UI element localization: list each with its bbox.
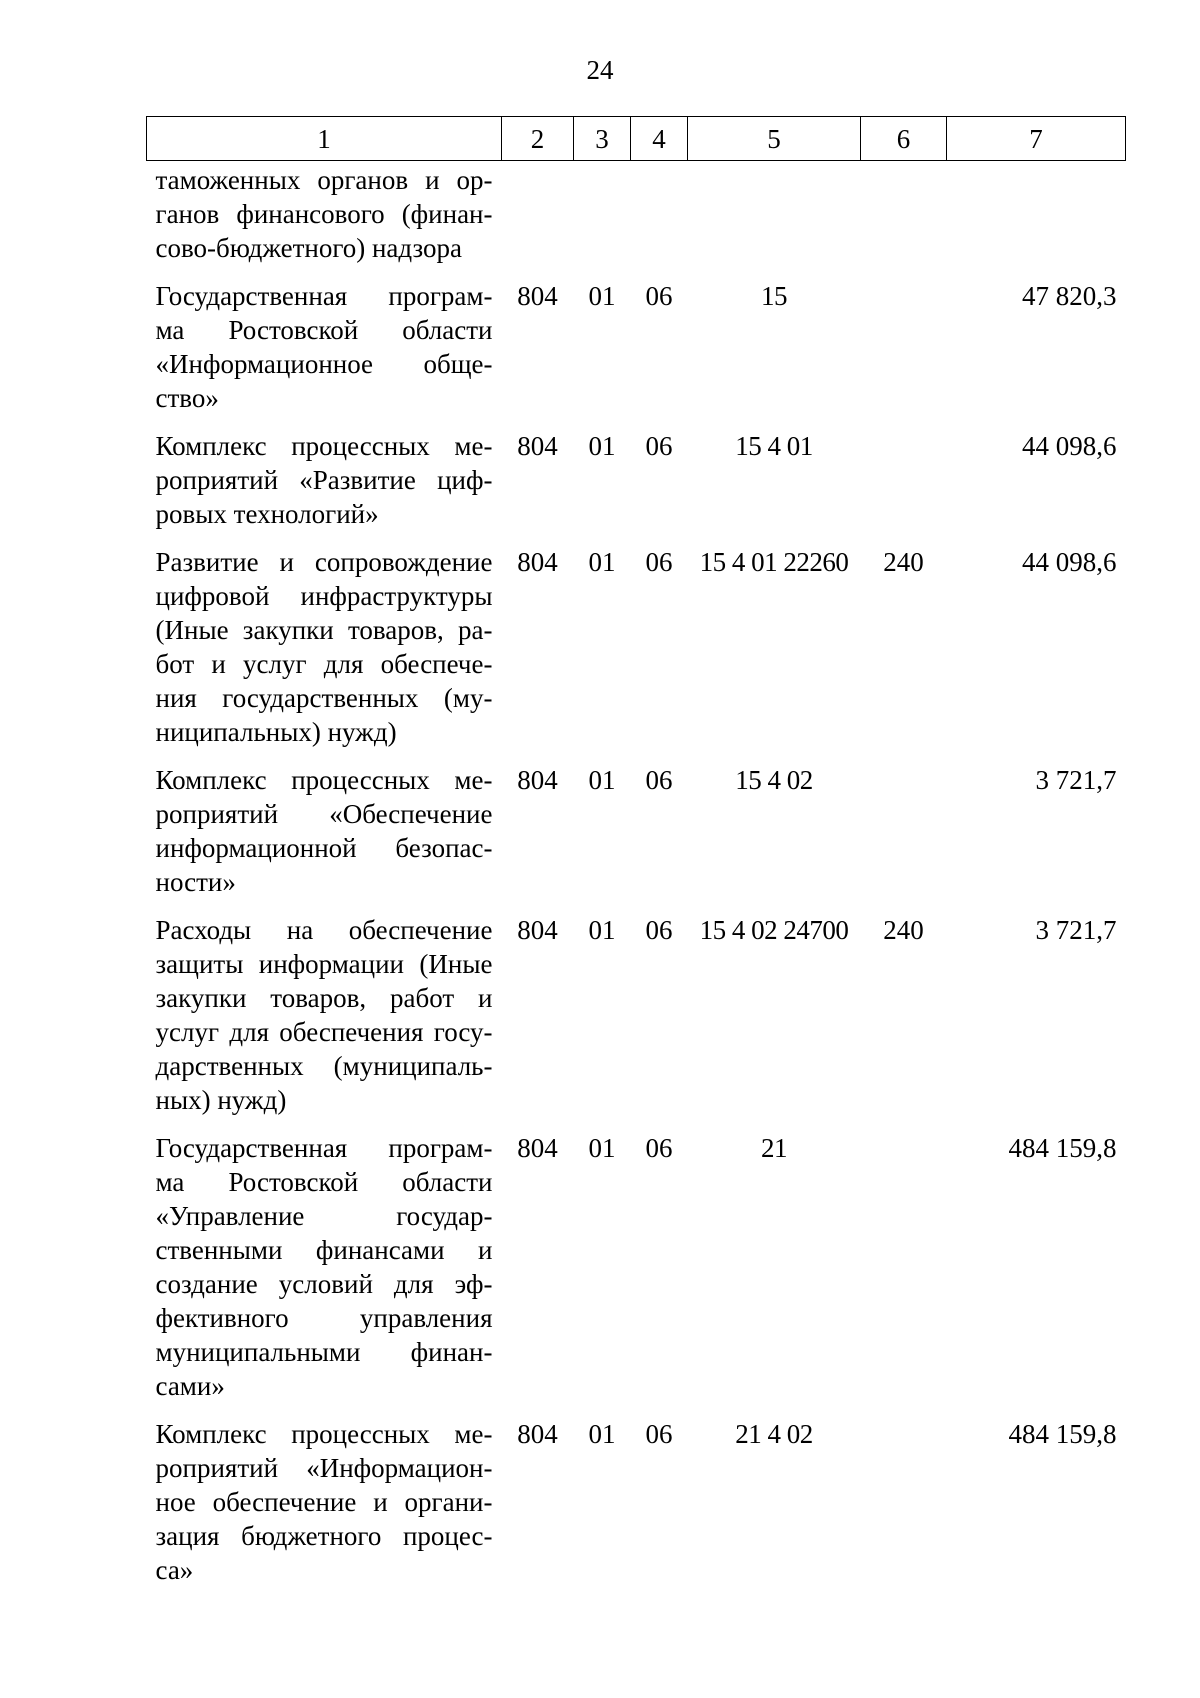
section-code-cell: 01 bbox=[588, 1133, 616, 1163]
item-name-line: роприятий «Развитие циф- bbox=[155, 465, 493, 495]
subsection-code-cell: 06 bbox=[645, 281, 673, 311]
expense-type-cell bbox=[861, 1417, 947, 1601]
item-name-line: муниципальными финан- bbox=[155, 1337, 493, 1367]
item-name-line: бот и услуг для обеспече- bbox=[155, 649, 493, 679]
subsection-code-cell: 06 bbox=[645, 1419, 673, 1449]
item-name-line: «Информационное обще- bbox=[155, 349, 493, 379]
item-name-cell bbox=[147, 429, 502, 545]
budget-table bbox=[146, 116, 1126, 1601]
expense-type-cell bbox=[861, 1131, 947, 1417]
item-name-line: создание условий для эф- bbox=[155, 1269, 493, 1299]
ministry-code-cell: 804 bbox=[517, 431, 558, 461]
target-item-cell: 21 bbox=[761, 1133, 787, 1163]
amount-cell: 484 159,8 bbox=[1008, 1419, 1117, 1449]
table-row bbox=[147, 1417, 1126, 1601]
amount-cell: 47 820,3 bbox=[1022, 281, 1117, 311]
item-name-line: (Иные закупки товаров, ра- bbox=[155, 615, 493, 645]
expense-type-cell: 240 bbox=[883, 547, 924, 577]
item-name-line: зация бюджетного процес- bbox=[155, 1521, 493, 1551]
item-name-line: Комплекс процессных ме- bbox=[155, 431, 493, 461]
section-code-cell: 01 bbox=[588, 915, 616, 945]
section-code-cell: 01 bbox=[588, 765, 616, 795]
item-name-line: цифровой инфраструктуры bbox=[155, 581, 493, 611]
item-name-line: сами» bbox=[155, 1371, 225, 1401]
ministry-code-cell: 804 bbox=[517, 915, 558, 945]
ministry-code-cell: 804 bbox=[517, 1419, 558, 1449]
item-name-line: закупки товаров, работ и bbox=[155, 983, 493, 1013]
target-item-cell bbox=[688, 161, 861, 280]
expense-type-cell bbox=[861, 279, 947, 429]
item-name-line: ма Ростовской области bbox=[155, 315, 493, 345]
item-name-line: ма Ростовской области bbox=[155, 1167, 493, 1197]
amount-cell: 44 098,6 bbox=[1022, 547, 1117, 577]
subsection-code-cell: 06 bbox=[645, 1133, 673, 1163]
amount-cell: 3 721,7 bbox=[1035, 915, 1117, 945]
header-col-2: 2 bbox=[502, 117, 574, 161]
ministry-code-cell bbox=[502, 161, 574, 280]
item-name-line: Расходы на обеспечение bbox=[155, 915, 493, 945]
item-name-line: информационной безопас- bbox=[155, 833, 493, 863]
item-name-line: Комплекс процессных ме- bbox=[155, 765, 493, 795]
item-name-line: Развитие и сопровождение bbox=[155, 547, 493, 577]
amount-cell: 44 098,6 bbox=[1022, 431, 1117, 461]
item-name-line: ство» bbox=[155, 383, 219, 413]
header-col-7: 7 bbox=[947, 117, 1126, 161]
target-item-cell: 15 4 02 24700 bbox=[699, 915, 849, 945]
table-row bbox=[147, 1131, 1126, 1417]
section-code-cell: 01 bbox=[588, 1419, 616, 1449]
item-name-line: Государственная програм- bbox=[155, 281, 493, 311]
item-name-cell bbox=[147, 545, 502, 763]
item-name-line: са» bbox=[155, 1555, 194, 1585]
header-col-1: 1 bbox=[147, 117, 502, 161]
item-name-cell bbox=[147, 161, 502, 280]
subsection-code-cell: 06 bbox=[645, 915, 673, 945]
item-name-line: Государственная програм- bbox=[155, 1133, 493, 1163]
item-name-line: ных) нужд) bbox=[155, 1085, 287, 1115]
header-col-4: 4 bbox=[631, 117, 688, 161]
subsection-code-cell: 06 bbox=[645, 431, 673, 461]
table-header bbox=[147, 117, 1126, 161]
item-name-cell bbox=[147, 763, 502, 913]
table-row bbox=[147, 545, 1126, 763]
item-name-line: Комплекс процессных ме- bbox=[155, 1419, 493, 1449]
item-name-line: ниципальных) нужд) bbox=[155, 717, 397, 747]
item-name-line: фективного управления bbox=[155, 1303, 493, 1333]
expense-type-cell bbox=[861, 429, 947, 545]
section-code-cell: 01 bbox=[588, 547, 616, 577]
item-name-line: таможенных органов и ор- bbox=[155, 165, 493, 195]
header-col-5: 5 bbox=[688, 117, 861, 161]
target-item-cell: 15 4 01 22260 bbox=[699, 547, 849, 577]
item-name-line: ганов финансового (финан- bbox=[155, 199, 493, 229]
item-name-line: ровых технологий» bbox=[155, 499, 379, 529]
table-row bbox=[147, 763, 1126, 913]
expense-type-cell: 240 bbox=[883, 915, 924, 945]
amount-cell bbox=[947, 161, 1126, 280]
ministry-code-cell: 804 bbox=[517, 765, 558, 795]
header-col-6: 6 bbox=[861, 117, 947, 161]
expense-type-cell bbox=[861, 763, 947, 913]
expense-type-cell bbox=[861, 161, 947, 280]
item-name-line: дарственных (муниципаль- bbox=[155, 1051, 493, 1081]
header-col-3: 3 bbox=[574, 117, 631, 161]
item-name-cell bbox=[147, 913, 502, 1131]
amount-cell: 3 721,7 bbox=[1035, 765, 1117, 795]
section-code-cell: 01 bbox=[588, 431, 616, 461]
ministry-code-cell: 804 bbox=[517, 1133, 558, 1163]
page-number: 24 bbox=[586, 55, 614, 85]
item-name-line: ное обеспечение и органи- bbox=[155, 1487, 493, 1517]
target-item-cell: 15 4 02 bbox=[735, 765, 813, 795]
table-row bbox=[147, 913, 1126, 1131]
target-item-cell: 21 4 02 bbox=[735, 1419, 813, 1449]
item-name-cell bbox=[147, 1131, 502, 1417]
target-item-cell: 15 bbox=[761, 281, 787, 311]
item-name-line: роприятий «Обеспечение bbox=[155, 799, 493, 829]
item-name-cell bbox=[147, 1417, 502, 1601]
item-name-line: сово-бюджетного) надзора bbox=[155, 233, 462, 263]
item-name-line: ности» bbox=[155, 867, 236, 897]
subsection-code-cell: 06 bbox=[645, 547, 673, 577]
item-name-line: «Управление государ- bbox=[155, 1201, 493, 1231]
ministry-code-cell: 804 bbox=[517, 547, 558, 577]
ministry-code-cell: 804 bbox=[517, 281, 558, 311]
subsection-code-cell: 06 bbox=[645, 765, 673, 795]
table-body bbox=[147, 161, 1126, 1602]
subsection-code-cell bbox=[631, 161, 688, 280]
section-code-cell bbox=[574, 161, 631, 280]
target-item-cell: 15 4 01 bbox=[735, 431, 813, 461]
table-row bbox=[147, 279, 1126, 429]
item-name-line: услуг для обеспечения госу- bbox=[155, 1017, 493, 1047]
amount-cell: 484 159,8 bbox=[1008, 1133, 1117, 1163]
item-name-cell bbox=[147, 279, 502, 429]
table-row bbox=[147, 161, 1126, 280]
item-name-line: ния государственных (му- bbox=[155, 683, 493, 713]
section-code-cell: 01 bbox=[588, 281, 616, 311]
item-name-line: защиты информации (Иные bbox=[155, 949, 493, 979]
item-name-line: ственными финансами и bbox=[155, 1235, 493, 1265]
table-row bbox=[147, 429, 1126, 545]
item-name-line: роприятий «Информацион- bbox=[155, 1453, 493, 1483]
header-row bbox=[147, 117, 1126, 161]
